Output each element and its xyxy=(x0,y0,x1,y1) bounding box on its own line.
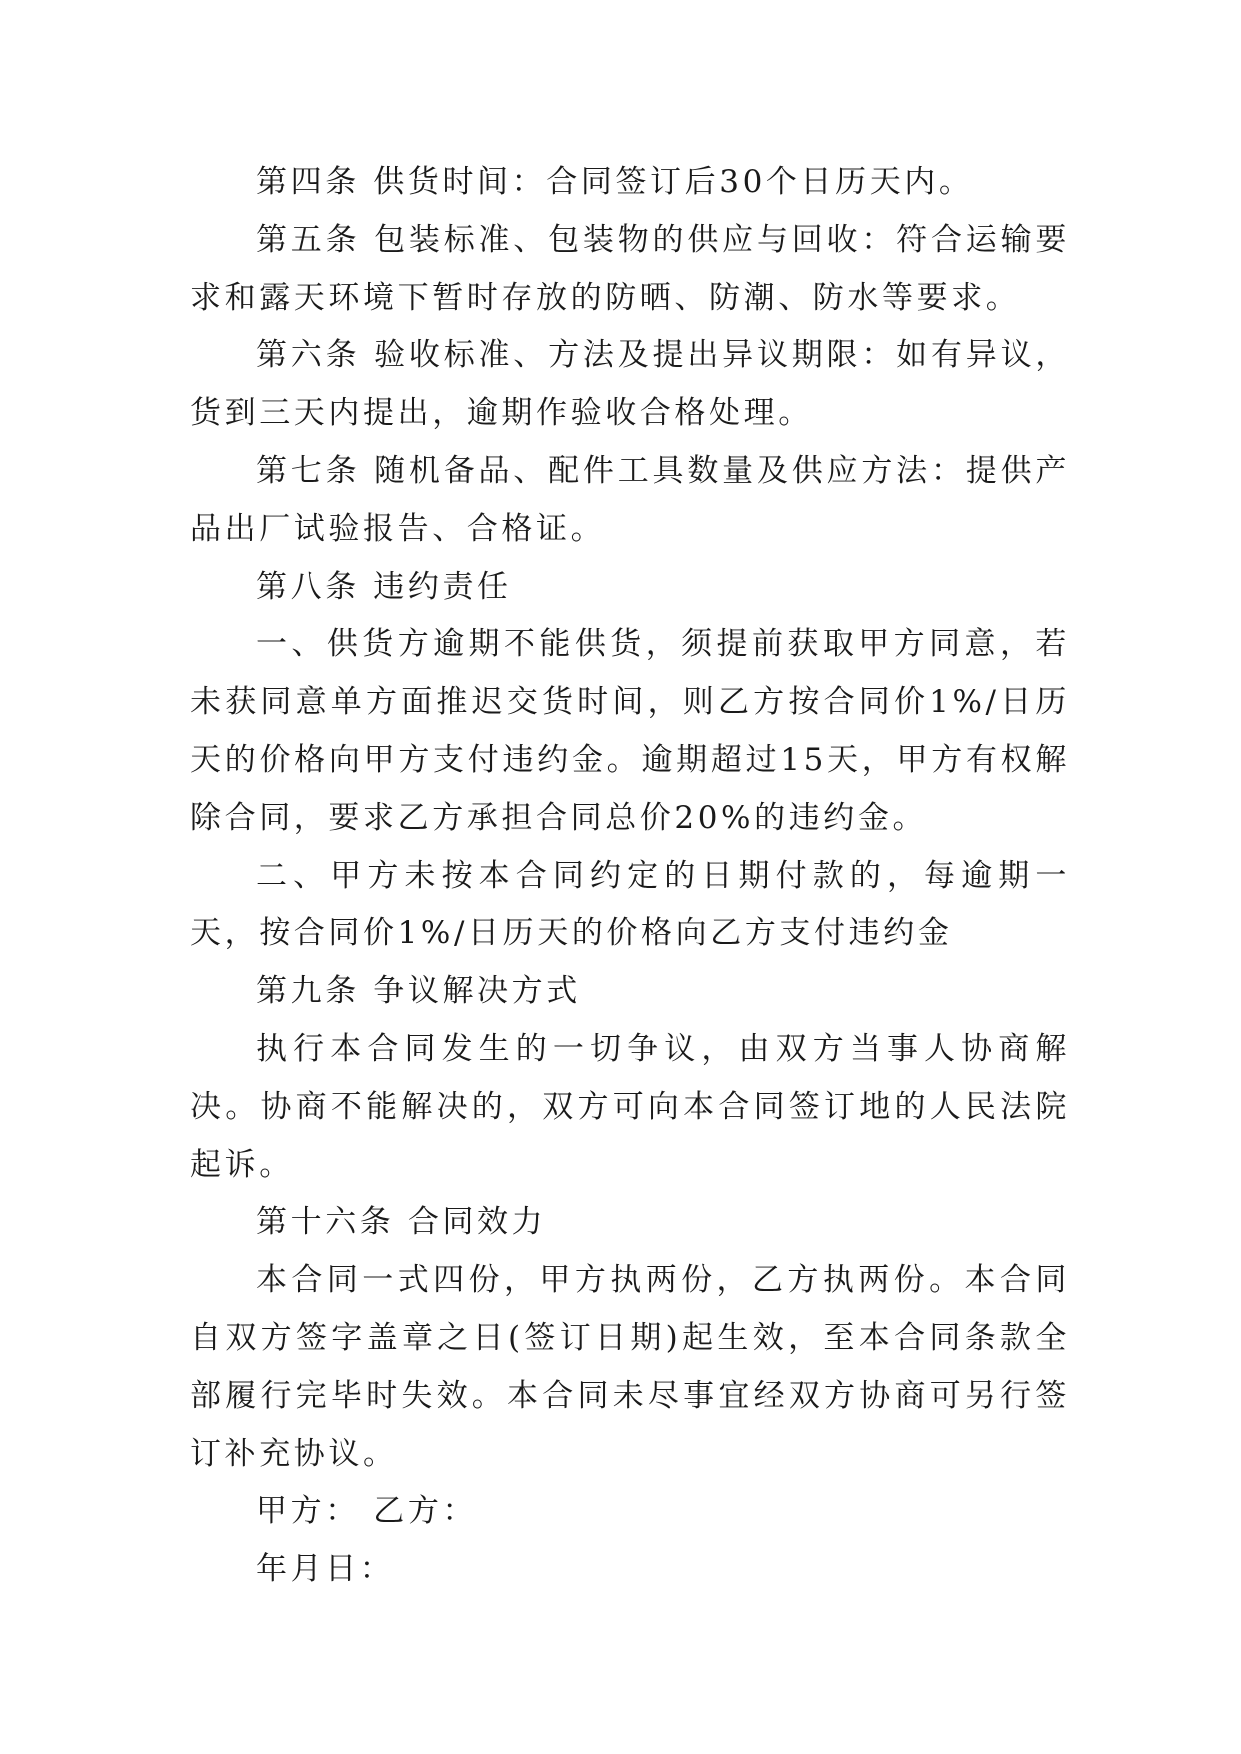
clause-4-delivery-time: 第四条 供货时间：合同签订后30个日历天内。 xyxy=(256,164,974,200)
clause-7-spare-parts: 第七条 随机备品、配件工具数量及供应方法：提供产品出厂试验报告、合格证。 xyxy=(190,452,1070,547)
signature-date: 年月日： xyxy=(256,1551,395,1588)
clause-8-heading: 第八条 违约责任 xyxy=(256,568,512,605)
contract-body xyxy=(190,154,1070,1599)
clause-9-heading: 第九条 争议解决方式 xyxy=(256,973,581,1010)
clause-16-heading: 第十六条 合同效力 xyxy=(256,1204,547,1241)
clause-8-item-2: 二、甲方未按本合同约定的日期付款的，每逾期一天，按合同价1%/日历天的价格向乙方支付违约金 xyxy=(190,857,1070,952)
clause-5-packaging: 第五条 包装标准、包装物的供应与回收：符合运输要求和露天环境下暂时存放的防晒、防潮、防水等要求。 xyxy=(190,221,1070,316)
signature-parties: 甲方： 乙方： xyxy=(256,1493,478,1530)
clause-9-body: 执行本合同发生的一切争议，由双方当事人协商解决。协商不能解决的，双方可向本合同签订地的人民法院起诉。 xyxy=(190,1030,1070,1183)
clause-16-body: 本合同一式四份，甲方执两份，乙方执两份。本合同自双方签字盖章之日(签订日期)起生效，至本合同条款全部履行完毕时失效。本合同未尽事宜经双方协商可另行签订补充协议。 xyxy=(190,1262,1070,1472)
clause-6-acceptance: 第六条 验收标准、方法及提出异议期限：如有异议，货到三天内提出，逾期作验收合格处理。 xyxy=(190,337,1070,432)
clause-8-item-1: 一、供货方逾期不能供货，须提前获取甲方同意，若未获同意单方面推迟交货时间，则乙方按合同价1%/日历天的价格向甲方支付违约金。逾期超过15天，甲方有权解除合同，要求乙方承担合同总价20%的违约金。 xyxy=(190,626,1070,836)
